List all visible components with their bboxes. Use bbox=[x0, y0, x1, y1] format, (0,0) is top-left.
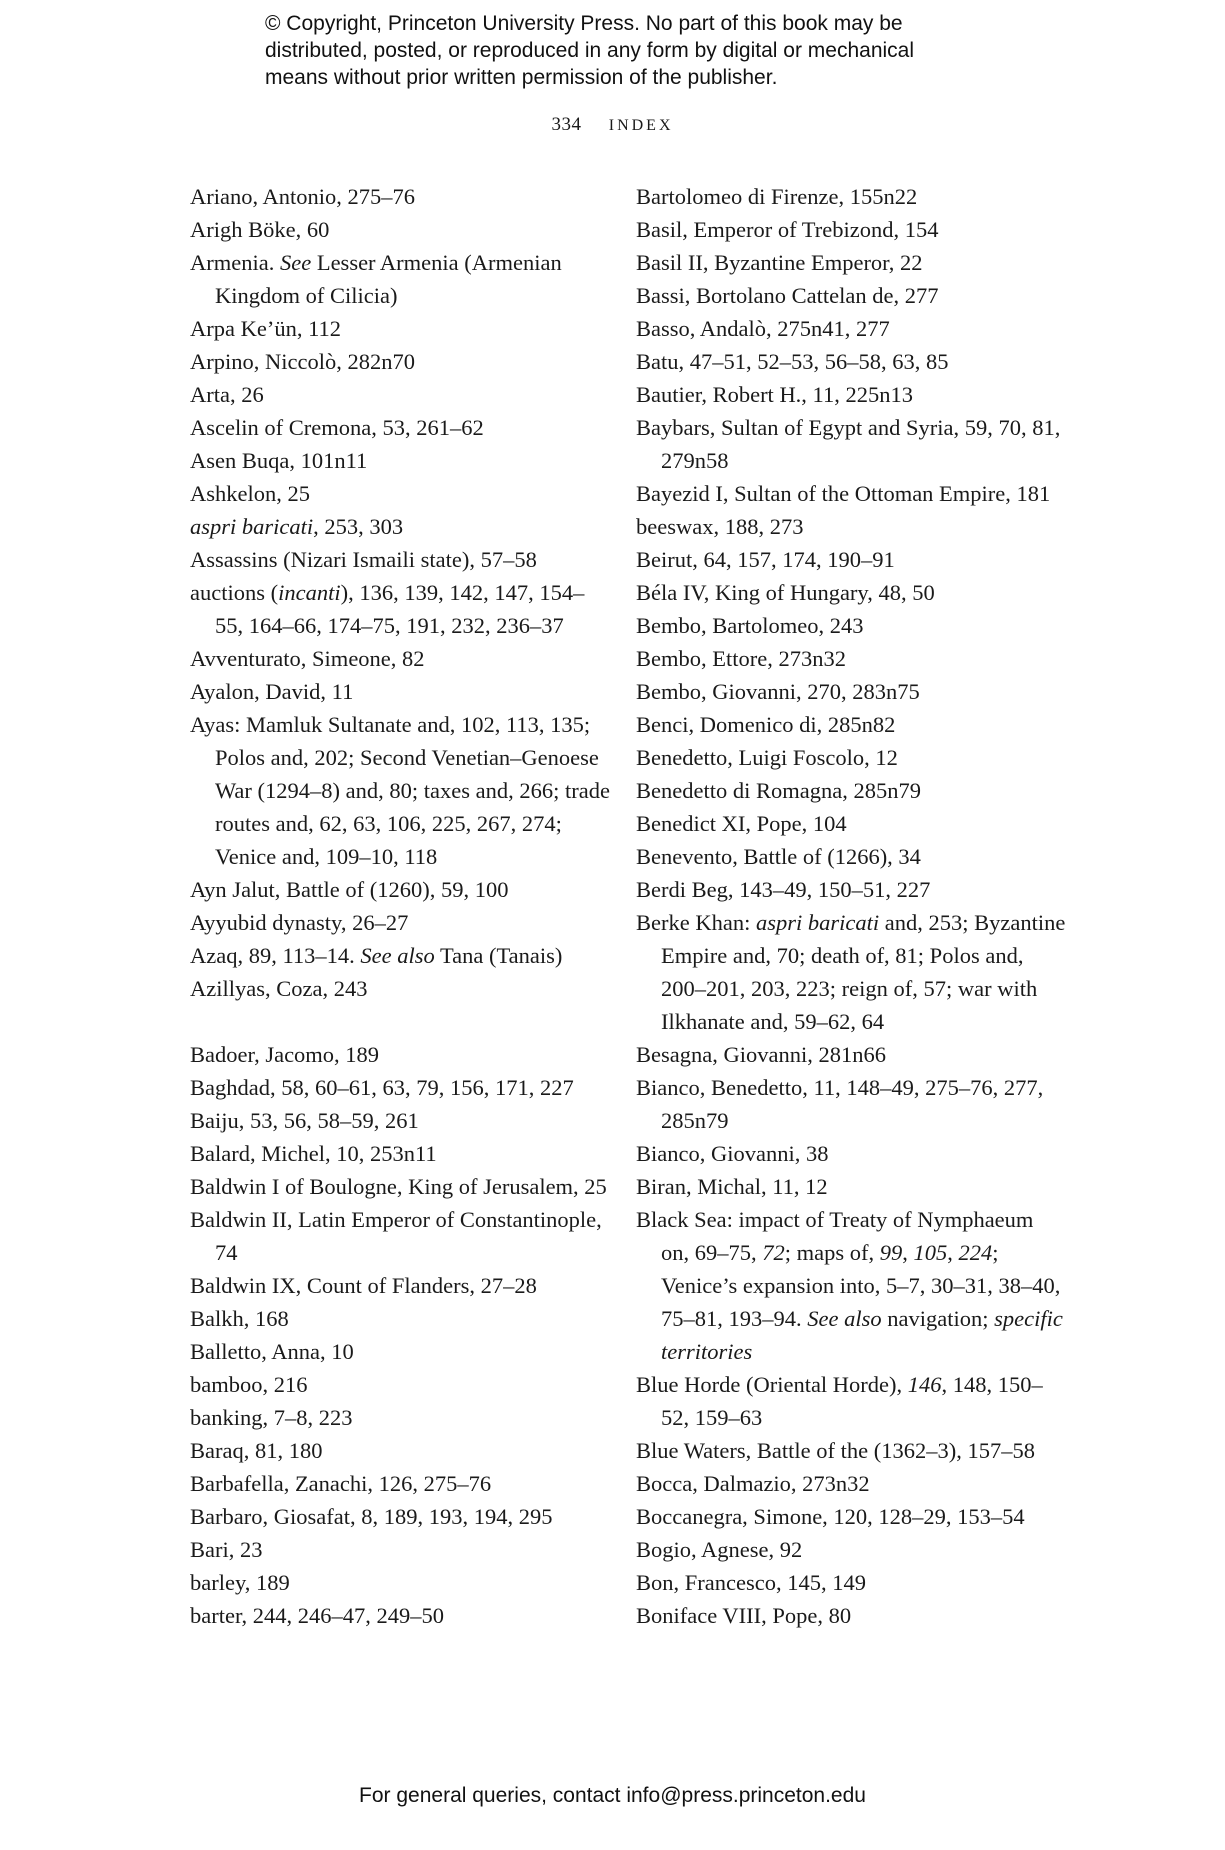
index-entry-text: Baldwin II, Latin Emperor of Constantinople, 74 bbox=[190, 1207, 602, 1265]
index-entry-text: Batu, 47–51, 52–53, 56–58, 63, 85 bbox=[636, 349, 949, 374]
index-entry bbox=[636, 1071, 1066, 1137]
index-entry-italic-text: 146 bbox=[907, 1372, 942, 1397]
index-entry bbox=[190, 642, 610, 675]
index-entry-text: Bartolomeo di Firenze, 155n22 bbox=[636, 184, 918, 209]
index-entry-text: Berke Khan: bbox=[636, 910, 756, 935]
index-entry-text: Besagna, Giovanni, 281n66 bbox=[636, 1042, 886, 1067]
index-entry bbox=[190, 576, 610, 642]
index-entry bbox=[636, 1368, 1066, 1434]
index-entry-text: Bocca, Dalmazio, 273n32 bbox=[636, 1471, 870, 1496]
index-entry bbox=[190, 1368, 610, 1401]
index-entry-text: Basil II, Byzantine Emperor, 22 bbox=[636, 250, 923, 275]
index-entry bbox=[190, 708, 610, 873]
index-entry-italic-text: 72 bbox=[762, 1240, 785, 1265]
index-entry-italic-text: See also bbox=[807, 1306, 882, 1331]
index-column-right bbox=[636, 180, 1066, 1632]
index-entry-text: Bautier, Robert H., 11, 225n13 bbox=[636, 382, 913, 407]
index-entry-text: Barbaro, Giosafat, 8, 189, 193, 194, 295 bbox=[190, 1504, 553, 1529]
index-entry bbox=[636, 378, 1066, 411]
index-entry-text: auctions ( bbox=[190, 580, 279, 605]
index-entry-text: Bianco, Giovanni, 38 bbox=[636, 1141, 829, 1166]
index-entry-text: Ayn Jalut, Battle of (1260), 59, 100 bbox=[190, 877, 509, 902]
index-entry-text: Benci, Domenico di, 285n82 bbox=[636, 712, 896, 737]
index-entry-text: Bianco, Benedetto, 11, 148–49, 275–76, 277, 285n79 bbox=[636, 1075, 1044, 1133]
index-entry bbox=[636, 477, 1066, 510]
index-entry-text: Tana (Tanais) bbox=[434, 943, 563, 968]
index-entry bbox=[190, 213, 610, 246]
index-entry bbox=[636, 576, 1066, 609]
index-entry bbox=[636, 411, 1066, 477]
index-entry-text: Ashkelon, 25 bbox=[190, 481, 310, 506]
index-entry-text: Azaq, 89, 113–14. bbox=[190, 943, 361, 968]
index-entry bbox=[636, 510, 1066, 543]
index-entry bbox=[636, 840, 1066, 873]
index-entry bbox=[636, 1500, 1066, 1533]
index-entry-text: , 148, 150–52, 159–63 bbox=[661, 1372, 1043, 1430]
index-entry-text: Berdi Beg, 143–49, 150–51, 227 bbox=[636, 877, 931, 902]
index-entry-text: beeswax, 188, 273 bbox=[636, 514, 804, 539]
index-entry-text: navigation; bbox=[881, 1306, 995, 1331]
index-entry-italic-text: See bbox=[279, 250, 312, 275]
index-entry bbox=[190, 180, 610, 213]
index-entry bbox=[190, 444, 610, 477]
index-entry bbox=[636, 213, 1066, 246]
index-entry bbox=[636, 642, 1066, 675]
index-entry-text: banking, 7–8, 223 bbox=[190, 1405, 353, 1430]
index-entry-text: Badoer, Jacomo, 189 bbox=[190, 1042, 380, 1067]
index-entry bbox=[190, 873, 610, 906]
index-entry bbox=[636, 741, 1066, 774]
index-entry-text: and, 253; Byzantine Empire and, 70; death of, 81; Polos and, 200–201, 203, 223; reign of, 57; war with Ilkhanate and, 59–62, 64 bbox=[661, 910, 1066, 1034]
index-entry bbox=[190, 378, 610, 411]
index-entry-text: Benedetto di Romagna, 285n79 bbox=[636, 778, 921, 803]
index-entry bbox=[190, 510, 610, 543]
index-entry-text: Baybars, Sultan of Egypt and Syria, 59, 70, 81, 279n58 bbox=[636, 415, 1061, 473]
copyright-notice bbox=[265, 10, 1025, 91]
index-entry bbox=[190, 411, 610, 444]
index-entry bbox=[636, 279, 1066, 312]
index-entry bbox=[190, 939, 610, 972]
index-entry-text: Baraq, 81, 180 bbox=[190, 1438, 323, 1463]
index-entry-text: Boniface VIII, Pope, 80 bbox=[636, 1603, 852, 1628]
index-entry-text: Benedetto, Luigi Foscolo, 12 bbox=[636, 745, 898, 770]
index-entry-text: Arpino, Niccolò, 282n70 bbox=[190, 349, 415, 374]
index-entry bbox=[190, 1434, 610, 1467]
index-entry-italic-text: aspri baricati bbox=[755, 910, 880, 935]
index-entry-text: Armenia. bbox=[190, 250, 280, 275]
index-entry-text: Béla IV, King of Hungary, 48, 50 bbox=[636, 580, 935, 605]
index-entry-text: Avventurato, Simeone, 82 bbox=[190, 646, 425, 671]
index-entry bbox=[636, 1137, 1066, 1170]
index-entry bbox=[190, 543, 610, 576]
index-entry-text: Boccanegra, Simone, 120, 128–29, 153–54 bbox=[636, 1504, 1025, 1529]
index-entry-text: Basso, Andalò, 275n41, 277 bbox=[636, 316, 890, 341]
index-entry-text: Beirut, 64, 157, 174, 190–91 bbox=[636, 547, 895, 572]
index-entry bbox=[636, 1533, 1066, 1566]
index-entry bbox=[190, 1071, 610, 1104]
index-entry-italic-text: 99 bbox=[879, 1240, 903, 1265]
index-entry bbox=[190, 1137, 610, 1170]
index-entry bbox=[636, 312, 1066, 345]
index-entry bbox=[190, 1269, 610, 1302]
index-entry bbox=[636, 180, 1066, 213]
index-entry bbox=[190, 1104, 610, 1137]
index-entry bbox=[190, 1203, 610, 1269]
copyright-line: means without prior written permission of the publisher. bbox=[265, 66, 778, 89]
copyright-line: © Copyright, Princeton University Press. No part of this book may be bbox=[265, 12, 903, 35]
index-entry-text: Assassins (Nizari Ismaili state), 57–58 bbox=[190, 547, 537, 572]
index-entry-text: Balkh, 168 bbox=[190, 1306, 289, 1331]
index-entry-text: Asen Buqa, 101n11 bbox=[190, 448, 368, 473]
index-entry-text: Bayezid I, Sultan of the Ottoman Empire, 181 bbox=[636, 481, 1051, 506]
index-entry bbox=[636, 345, 1066, 378]
index-entry bbox=[190, 246, 610, 312]
index-entry-italic-text: 105 bbox=[913, 1240, 948, 1265]
index-entry-text: Black Sea: impact of Treaty of Nymphaeum on, 69–75, bbox=[636, 1207, 1034, 1265]
index-entry-text: , bbox=[947, 1240, 959, 1265]
index-entry bbox=[190, 312, 610, 345]
index-entry-text: Bembo, Bartolomeo, 243 bbox=[636, 613, 864, 638]
index-entry-text: ; Venice’s expansion into, 5–7, 30–31, 38–40, 75–81, 193–94. bbox=[661, 1240, 1061, 1331]
index-entry-text: Balard, Michel, 10, 253n11 bbox=[190, 1141, 437, 1166]
index-entry bbox=[636, 1599, 1066, 1632]
index-entry bbox=[190, 1038, 610, 1071]
index-entry-text: Benevento, Battle of (1266), 34 bbox=[636, 844, 921, 869]
index-entry-text: Bembo, Giovanni, 270, 283n75 bbox=[636, 679, 920, 704]
index-entry bbox=[190, 477, 610, 510]
index-entry-text: Blue Horde (Oriental Horde), bbox=[636, 1372, 908, 1397]
index-entry-text: Baghdad, 58, 60–61, 63, 79, 156, 171, 227 bbox=[190, 1075, 574, 1100]
index-entry-text: Baiju, 53, 56, 58–59, 261 bbox=[190, 1108, 419, 1133]
index-entry-text: Barbafella, Zanachi, 126, 275–76 bbox=[190, 1471, 492, 1496]
running-head bbox=[0, 114, 1225, 136]
index-entry bbox=[636, 873, 1066, 906]
footer-contact: For general queries, contact info@press.princeton.edu bbox=[359, 1784, 866, 1807]
index-entry bbox=[190, 972, 610, 1005]
index-entry-text: Azillyas, Coza, 243 bbox=[190, 976, 368, 1001]
index-entry-text: ; maps of, bbox=[784, 1240, 880, 1265]
index-entry-text: Ascelin of Cremona, 53, 261–62 bbox=[190, 415, 484, 440]
index-entry-text: Arigh Böke, 60 bbox=[190, 217, 330, 242]
index-entry-text: bamboo, 216 bbox=[190, 1372, 308, 1397]
index-entry-text: Benedict XI, Pope, 104 bbox=[636, 811, 847, 836]
index-entry bbox=[636, 708, 1066, 741]
index-entry-text: Basil, Emperor of Trebizond, 154 bbox=[636, 217, 939, 242]
index-entry-text: barter, 244, 246–47, 249–50 bbox=[190, 1603, 445, 1628]
index-entry bbox=[636, 1038, 1066, 1071]
index-entry bbox=[190, 675, 610, 708]
index-entry-text: Bon, Francesco, 145, 149 bbox=[636, 1570, 866, 1595]
index-entry bbox=[636, 609, 1066, 642]
index-entry bbox=[190, 345, 610, 378]
index-entry-text: Arta, 26 bbox=[190, 382, 264, 407]
index-entry-italic-text: incanti bbox=[278, 580, 341, 605]
index-entry-text: Lesser Armenia (Armenian Kingdom of Cilicia) bbox=[215, 250, 562, 308]
index-entry-text: Bassi, Bortolano Cattelan de, 277 bbox=[636, 283, 939, 308]
index-column-left bbox=[190, 180, 610, 1632]
index-entry-text: Ayalon, David, 11 bbox=[190, 679, 354, 704]
index-entry-italic-text: specific territories bbox=[661, 1306, 1063, 1364]
index-entry-text: Baldwin IX, Count of Flanders, 27–28 bbox=[190, 1273, 537, 1298]
index-entry-text: Ayyubid dynasty, 26–27 bbox=[190, 910, 409, 935]
index-entry-text: ), 136, 139, 142, 147, 154–55, 164–66, 174–75, 191, 232, 236–37 bbox=[215, 580, 585, 638]
section-title: INDEX bbox=[608, 117, 674, 134]
index-entry bbox=[636, 774, 1066, 807]
index-entry bbox=[636, 1434, 1066, 1467]
index-entry bbox=[190, 1302, 610, 1335]
page-number: 334 bbox=[551, 114, 582, 135]
index-entry-text: Balletto, Anna, 10 bbox=[190, 1339, 354, 1364]
index-entry bbox=[190, 906, 610, 939]
index-entry bbox=[190, 1467, 610, 1500]
index-entry bbox=[636, 1203, 1066, 1368]
index-entry bbox=[636, 1467, 1066, 1500]
index-entry bbox=[636, 807, 1066, 840]
index-entry bbox=[190, 1335, 610, 1368]
index-entry-text: , bbox=[902, 1240, 914, 1265]
index-entry-italic-text: See also bbox=[360, 943, 435, 968]
index-entry bbox=[636, 1170, 1066, 1203]
index-entry bbox=[636, 246, 1066, 279]
index-entry bbox=[636, 906, 1066, 1038]
index-entry-text: Bogio, Agnese, 92 bbox=[636, 1537, 803, 1562]
index-entry-text: Bari, 23 bbox=[190, 1537, 263, 1562]
index-entry-text: Blue Waters, Battle of the (1362–3), 157–58 bbox=[636, 1438, 1035, 1463]
index-entry bbox=[190, 1500, 610, 1533]
index-entry-text: Ayas: Mamluk Sultanate and, 102, 113, 135; Polos and, 202; Second Venetian–Genoese War (1294–8) and, 80; taxes and, 266; trade routes and, 62, 63, 106, 225, 267, 274; Venice and, 109–10, 118 bbox=[190, 712, 610, 869]
index-entry-text: Arpa Ke’ün, 112 bbox=[190, 316, 341, 341]
index-entry-italic-text: aspri baricati bbox=[190, 514, 314, 539]
index-entry-text: Biran, Michal, 11, 12 bbox=[636, 1174, 828, 1199]
index-entry bbox=[636, 675, 1066, 708]
index-entry-text: Bembo, Ettore, 273n32 bbox=[636, 646, 846, 671]
index-entry-text: Baldwin I of Boulogne, King of Jerusalem, 25 bbox=[190, 1174, 607, 1199]
index-entry bbox=[190, 1401, 610, 1434]
index-entry bbox=[190, 1533, 610, 1566]
index-entry bbox=[190, 1566, 610, 1599]
index-entry bbox=[636, 1566, 1066, 1599]
index-entry bbox=[190, 1599, 610, 1632]
copyright-line: distributed, posted, or reproduced in any form by digital or mechanical bbox=[265, 39, 915, 62]
index-entry bbox=[190, 1170, 610, 1203]
index-entry-text: Ariano, Antonio, 275–76 bbox=[190, 184, 415, 209]
index-entry-italic-text: 224 bbox=[958, 1240, 993, 1265]
index-entry-text: , 253, 303 bbox=[313, 514, 404, 539]
index-entry bbox=[636, 543, 1066, 576]
index-entry-text: barley, 189 bbox=[190, 1570, 290, 1595]
